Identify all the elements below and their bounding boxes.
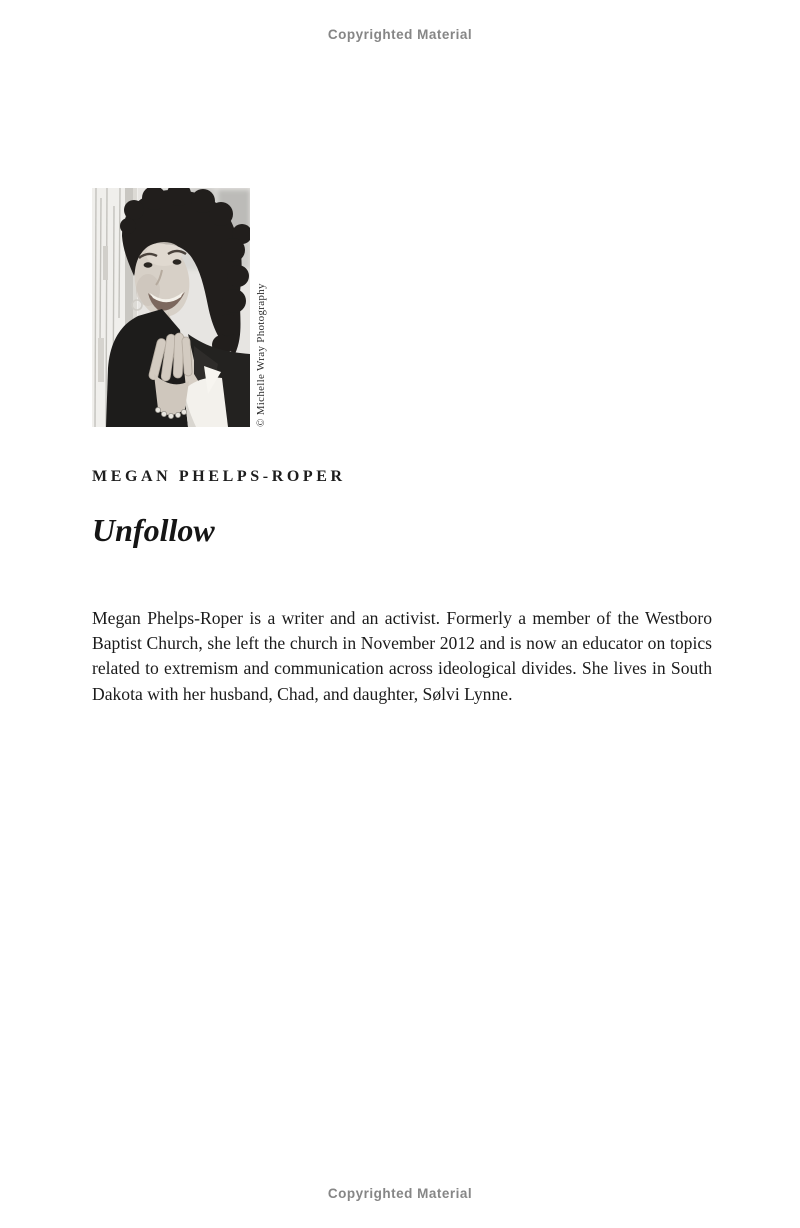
author-photo-image: [92, 188, 250, 427]
author-photo: [92, 188, 250, 427]
book-title: Unfollow: [92, 512, 215, 548]
author-bio: Megan Phelps-Roper is a writer and an activist. Formerly a member of the Westboro Baptist Church, she left the church in November 2012 and is now an educator on topics related to extremism and communication across ideological divides. She lives in South Dakota with her husband, Chad, and daughter, Sølvi Lynne.: [92, 607, 712, 704]
copyright-watermark-bottom: Copyrighted Material: [327, 1186, 473, 1201]
photo-credit: © Michelle Wray Photography: [255, 283, 267, 427]
photo-tank-top: [184, 378, 228, 428]
author-name: MEGAN PHELPS-ROPER: [92, 468, 346, 485]
copyright-watermark-top: Copyrighted Material: [327, 27, 473, 42]
